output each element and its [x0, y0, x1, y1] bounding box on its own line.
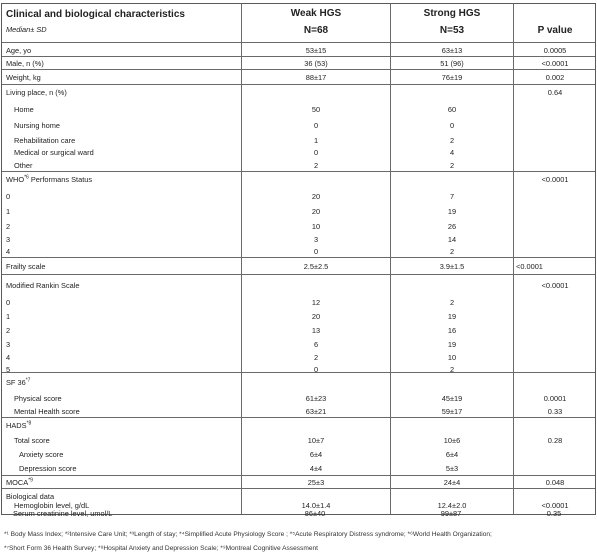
bio-item-p: 0.35 [546, 509, 562, 518]
sf36-item-label: Mental Health score [14, 407, 80, 416]
hads-item-weak: 4±4 [309, 464, 323, 473]
table-header [2, 4, 595, 42]
row-who-p: <0.0001 [541, 175, 569, 184]
living-item-label: Medical or surgical ward [14, 148, 94, 157]
footnote-line-1: *¹ Body Mass Index; *²Intensive Care Unit; *³Length of stay; *⁴Simplified Acute Physiology Score ; *⁵Acute Respiratory Distress syndrome; *⁶World Health Organization; [4, 531, 492, 538]
row-who-label: WHO$^{*6}$ Performans Status [6, 174, 93, 184]
row-divider [2, 171, 595, 172]
row-age-p: 0.0005 [543, 46, 567, 55]
rankin-item-strong: 10 [447, 353, 457, 362]
who-item-weak: 3 [313, 235, 319, 244]
header-title: Clinical and biological characteristics [6, 9, 185, 20]
row-moca-strong: 24±4 [443, 478, 461, 487]
header-p-value: P value [537, 25, 573, 36]
living-item-label: Rehabilitation care [14, 136, 76, 145]
living-item-strong: 2 [449, 161, 455, 170]
living-item-label: Home [14, 105, 34, 114]
row-divider [2, 475, 595, 476]
sf36-item-strong: 45±19 [441, 394, 463, 403]
row-divider [2, 42, 595, 43]
living-item-strong: 4 [449, 148, 455, 157]
bio-item-weak: 86±40 [304, 509, 326, 518]
living-item-weak: 0 [313, 121, 319, 130]
row-male-strong: 51 (96) [440, 59, 464, 68]
living-item-weak: 0 [313, 148, 319, 157]
bio-item-strong: 99±87 [440, 509, 462, 518]
who-item-strong: 7 [449, 192, 455, 201]
row-moca-weak: 25±3 [307, 478, 325, 487]
row-divider [2, 56, 595, 57]
sf36-item-strong: 59±17 [441, 407, 463, 416]
row-bio-label: Biological data [6, 492, 55, 501]
who-item-weak: 20 [311, 207, 321, 216]
header-strong-n: N=53 [439, 25, 465, 36]
who-item-weak: 20 [311, 192, 321, 201]
living-item-label: Nursing home [14, 121, 61, 130]
row-divider [2, 417, 595, 418]
hads-item-strong: 5±3 [445, 464, 459, 473]
who-item-weak: 0 [313, 247, 319, 256]
sf36-item-p: 0.33 [547, 407, 563, 416]
bio-item-weak: 14.0±1.4 [301, 501, 331, 510]
header-weak-n: N=68 [303, 25, 329, 36]
who-item-strong: 26 [447, 222, 457, 231]
who-item-strong: 2 [449, 247, 455, 256]
row-rankin-label: Modified Rankin Scale [6, 281, 80, 290]
who-item-strong: 19 [447, 207, 457, 216]
rankin-item-label: 4 [6, 353, 11, 362]
living-item-label: Other [14, 161, 33, 170]
hads-item-label: Total score [14, 436, 50, 445]
rankin-item-strong: 16 [447, 326, 457, 335]
header-subtitle: Median± SD [6, 25, 47, 34]
rankin-item-weak: 20 [311, 312, 321, 321]
row-weight-label: Weight, kg [6, 73, 41, 82]
living-item-strong: 0 [449, 121, 455, 130]
sf36-item-weak: 63±21 [305, 407, 327, 416]
hads-item-p: 0.28 [547, 436, 563, 445]
living-item-weak: 2 [313, 161, 319, 170]
footnote-line-2: *⁷Short Form 36 Health Survey; *⁸Hospital Anxiety and Depression Scale; *⁹Montreal Cognitive Assessment [4, 545, 319, 552]
row-divider [2, 69, 595, 70]
hads-item-weak: 6±4 [309, 450, 323, 459]
row-male-p: <0.0001 [541, 59, 569, 68]
who-item-weak: 10 [311, 222, 321, 231]
row-living-p: 0.64 [547, 88, 563, 97]
header-strong-hgs: Strong HGS [423, 8, 481, 19]
rankin-item-weak: 6 [313, 340, 319, 349]
rankin-item-weak: 12 [311, 298, 321, 307]
row-living-label: Living place, n (%) [6, 88, 67, 97]
who-item-strong: 14 [447, 235, 457, 244]
hads-item-strong: 10±6 [443, 436, 461, 445]
rankin-item-weak: 2 [313, 353, 319, 362]
rankin-item-strong: 2 [449, 365, 455, 374]
row-sf36-label: SF 36$^{*7}$ [6, 377, 31, 387]
row-moca-p: 0.048 [545, 478, 565, 487]
row-weight-weak: 88±17 [305, 73, 327, 82]
hads-item-label: Anxiety score [19, 450, 64, 459]
header-weak-hgs: Weak HGS [290, 8, 342, 19]
sf36-item-label: Physical score [14, 394, 62, 403]
hads-item-strong: 6±4 [445, 450, 459, 459]
rankin-item-weak: 13 [311, 326, 321, 335]
rankin-item-label: 3 [6, 340, 11, 349]
row-weight-p: 0.002 [545, 73, 565, 82]
living-item-weak: 50 [311, 105, 321, 114]
row-frailty-weak: 2.5±2.5 [303, 262, 329, 271]
row-moca-label: MOCA$^{*9}$ [6, 477, 33, 487]
row-divider [2, 274, 595, 275]
living-item-weak: 1 [313, 136, 319, 145]
hads-item-label: Depression score [19, 464, 77, 473]
row-frailty-strong: 3.9±1.5 [439, 262, 465, 271]
rankin-item-weak: 0 [313, 365, 319, 374]
who-item-label: 0 [6, 192, 11, 201]
row-male-label: Male, n (%) [6, 59, 44, 68]
row-divider [2, 488, 595, 489]
row-hads-label: HADS$^{*8}$ [6, 420, 32, 430]
row-divider [2, 257, 595, 258]
bio-item-strong: 12.4±2.0 [437, 501, 467, 510]
rankin-item-label: 2 [6, 326, 11, 335]
row-age-strong: 63±13 [441, 46, 463, 55]
rankin-item-label: 1 [6, 312, 11, 321]
row-age-weak: 53±15 [305, 46, 327, 55]
who-item-label: 2 [6, 222, 11, 231]
row-rankin-p: <0.0001 [541, 281, 569, 290]
rankin-item-label: 5 [6, 365, 11, 374]
row-frailty-p: <0.0001 [516, 262, 543, 271]
who-item-label: 1 [6, 207, 11, 216]
row-age-label: Age, yo [6, 46, 32, 55]
who-item-label: 4 [6, 247, 11, 256]
row-frailty-label: Frailty scale [6, 262, 46, 271]
sf36-item-p: 0.0001 [543, 394, 567, 403]
row-male-weak: 36 (53) [304, 59, 328, 68]
row-weight-strong: 76±19 [441, 73, 463, 82]
rankin-item-label: 0 [6, 298, 11, 307]
row-divider [2, 84, 595, 85]
rankin-item-strong: 19 [447, 312, 457, 321]
who-item-label: 3 [6, 235, 11, 244]
rankin-item-strong: 2 [449, 298, 455, 307]
rankin-item-strong: 19 [447, 340, 457, 349]
living-item-strong: 2 [449, 136, 455, 145]
bio-item-p: <0.0001 [541, 501, 569, 510]
bio-item-label: Hemoglobin level, g/dL [14, 501, 90, 510]
living-item-strong: 60 [447, 105, 457, 114]
hads-item-weak: 10±7 [307, 436, 325, 445]
bio-item-label: Serum creatinine level, umol/L [13, 509, 113, 518]
sf36-item-weak: 61±23 [305, 394, 327, 403]
characteristics-table [1, 3, 596, 515]
